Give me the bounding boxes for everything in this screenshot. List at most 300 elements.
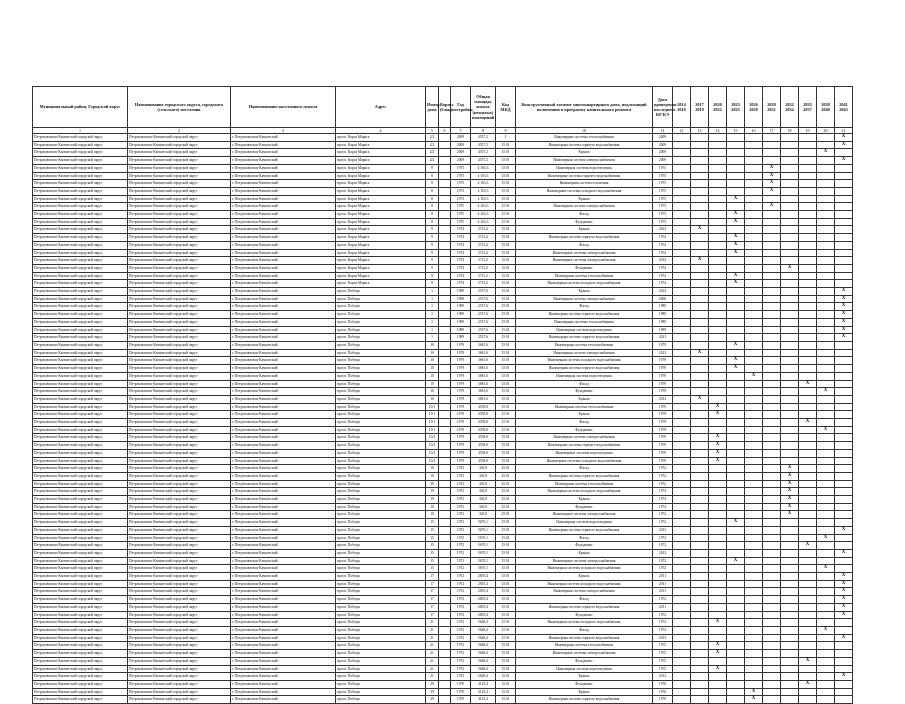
street-cell: просп. Карла Маркса bbox=[336, 180, 426, 188]
period-cell bbox=[727, 141, 745, 149]
area-cell: 5670,1 bbox=[471, 519, 496, 527]
period-mark: X bbox=[835, 157, 853, 165]
street-cell: просп. Победы bbox=[336, 511, 426, 519]
period-cell bbox=[673, 457, 691, 465]
element-cell: Фундамент bbox=[516, 542, 653, 550]
table-row bbox=[33, 588, 853, 596]
district-cell: Петропавловск-Камчатский городской округ bbox=[33, 349, 128, 357]
settlement-cell: Петропавловск-Камчатский городской округ bbox=[128, 442, 231, 450]
column-header: Дата проведения последнего КР КЭ bbox=[653, 87, 673, 128]
street-cell: просп. Победы bbox=[336, 688, 426, 696]
period-cell bbox=[781, 372, 799, 380]
period-mark: X bbox=[727, 280, 745, 288]
column-number: 14 bbox=[709, 128, 727, 134]
period-cell bbox=[709, 241, 727, 249]
code-cell: 15.01 bbox=[496, 226, 516, 234]
house-cell: 17 bbox=[426, 596, 439, 604]
period-cell bbox=[817, 496, 835, 504]
period-cell bbox=[673, 372, 691, 380]
period-cell bbox=[691, 372, 709, 380]
period-cell bbox=[727, 164, 745, 172]
district-cell: Петропавловск-Камчатский городской округ bbox=[33, 442, 128, 450]
period-cell bbox=[745, 650, 763, 658]
block-cell bbox=[439, 557, 451, 565]
period-cell bbox=[763, 218, 781, 226]
period-cell bbox=[817, 603, 835, 611]
period-cell bbox=[799, 172, 817, 180]
period-mark: X bbox=[835, 611, 853, 619]
area-cell: 3681,6 bbox=[471, 395, 496, 403]
house-cell: 17 bbox=[426, 611, 439, 619]
period-cell bbox=[835, 619, 853, 627]
year-cell: 1989 bbox=[451, 318, 471, 326]
period-cell bbox=[691, 195, 709, 203]
street-cell: просп. Победы bbox=[336, 426, 426, 434]
period-cell bbox=[835, 203, 853, 211]
period-cell bbox=[817, 234, 835, 242]
period-cell bbox=[835, 195, 853, 203]
period-cell bbox=[835, 557, 853, 565]
block-cell bbox=[439, 218, 451, 226]
period-cell bbox=[745, 226, 763, 234]
year-cell: 1975 bbox=[451, 195, 471, 203]
period-cell bbox=[835, 403, 853, 411]
period-cell bbox=[799, 326, 817, 334]
code-cell: 15.01 bbox=[496, 272, 516, 280]
period-mark: X bbox=[835, 596, 853, 604]
street-cell: просп. Победы bbox=[336, 380, 426, 388]
house-cell: 21 bbox=[426, 657, 439, 665]
period-cell bbox=[835, 442, 853, 450]
table-row bbox=[33, 488, 853, 496]
period-cell bbox=[709, 149, 727, 157]
period-cell bbox=[709, 195, 727, 203]
period-cell bbox=[745, 195, 763, 203]
period-cell bbox=[709, 603, 727, 611]
period-cell bbox=[727, 665, 745, 673]
period-cell bbox=[817, 395, 835, 403]
area-cell: 345,8 bbox=[471, 511, 496, 519]
period-cell bbox=[691, 241, 709, 249]
period-cell bbox=[817, 295, 835, 303]
period-cell bbox=[709, 526, 727, 534]
period-cell bbox=[799, 372, 817, 380]
period-cell bbox=[745, 203, 763, 211]
element-cell: Инженерные системы водоотведения bbox=[516, 449, 653, 457]
column-header: 2035 2037 bbox=[799, 87, 817, 128]
period-cell bbox=[781, 349, 799, 357]
locality-cell: г. Петропавловск-Камчатский bbox=[231, 534, 336, 542]
code-cell: 15.01 bbox=[496, 172, 516, 180]
period-mark: X bbox=[763, 203, 781, 211]
period-cell bbox=[817, 419, 835, 427]
period-cell bbox=[835, 465, 853, 473]
period-cell bbox=[673, 311, 691, 319]
program-table-sheet bbox=[32, 86, 852, 704]
period-cell bbox=[799, 627, 817, 635]
period-cell bbox=[727, 311, 745, 319]
period-cell bbox=[727, 303, 745, 311]
year-cell: 1972 bbox=[451, 611, 471, 619]
period-cell bbox=[763, 311, 781, 319]
settlement-cell: Петропавловск-Камчатский городской округ bbox=[128, 234, 231, 242]
locality-cell: г. Петропавловск-Камчатский bbox=[231, 395, 336, 403]
period-cell bbox=[691, 334, 709, 342]
period-cell bbox=[781, 634, 799, 642]
period-cell bbox=[691, 295, 709, 303]
period-cell bbox=[799, 365, 817, 373]
district-cell: Петропавловск-Камчатский городской округ bbox=[33, 395, 128, 403]
period-cell bbox=[835, 642, 853, 650]
period-cell bbox=[781, 673, 799, 681]
period-cell bbox=[709, 634, 727, 642]
area-cell: 4 163,3 bbox=[471, 203, 496, 211]
period-cell bbox=[799, 434, 817, 442]
period-cell bbox=[691, 557, 709, 565]
column-header: Год постройки bbox=[451, 87, 471, 128]
code-cell: 15.01 bbox=[496, 341, 516, 349]
period-cell bbox=[673, 619, 691, 627]
period-cell bbox=[817, 303, 835, 311]
district-cell: Петропавловск-Камчатский городской округ bbox=[33, 249, 128, 257]
code-cell: 15.01 bbox=[496, 365, 516, 373]
period-cell bbox=[817, 341, 835, 349]
period-cell bbox=[673, 627, 691, 635]
house-cell: 29 bbox=[426, 680, 439, 688]
period-cell bbox=[727, 449, 745, 457]
street-cell: просп. Карла Маркса bbox=[336, 249, 426, 257]
period-cell bbox=[781, 549, 799, 557]
period-cell bbox=[709, 357, 727, 365]
period-cell bbox=[673, 141, 691, 149]
code-cell: 15.01 bbox=[496, 380, 516, 388]
block-cell bbox=[439, 311, 451, 319]
locality-cell: г. Петропавловск-Камчатский bbox=[231, 549, 336, 557]
street-cell: просп. Карла Маркса bbox=[336, 164, 426, 172]
period-cell bbox=[799, 442, 817, 450]
area-cell: 4125,4 bbox=[471, 688, 496, 696]
locality-cell: г. Петропавловск-Камчатский bbox=[231, 203, 336, 211]
period-cell bbox=[835, 226, 853, 234]
period-cell bbox=[799, 688, 817, 696]
block-cell bbox=[439, 642, 451, 650]
block-cell bbox=[439, 696, 451, 704]
period-cell bbox=[781, 149, 799, 157]
settlement-cell: Петропавловск-Камчатский городской округ bbox=[128, 172, 231, 180]
period-cell bbox=[763, 680, 781, 688]
block-cell bbox=[439, 434, 451, 442]
district-cell: Петропавловск-Камчатский городской округ bbox=[33, 596, 128, 604]
period-mark: X bbox=[799, 657, 817, 665]
street-cell: просп. Победы bbox=[336, 388, 426, 396]
period-cell bbox=[817, 503, 835, 511]
block-cell bbox=[439, 503, 451, 511]
period-mark: X bbox=[781, 511, 799, 519]
column-header: Адрес bbox=[336, 87, 426, 128]
table-row bbox=[33, 596, 853, 604]
house-cell: 9 bbox=[426, 234, 439, 242]
period-cell bbox=[835, 627, 853, 635]
period-cell bbox=[781, 565, 799, 573]
block-cell bbox=[439, 673, 451, 681]
code-cell: 25.01 bbox=[496, 488, 516, 496]
table-row bbox=[33, 149, 853, 157]
period-cell bbox=[763, 619, 781, 627]
period-mark: X bbox=[727, 218, 745, 226]
last-repair-cell: 1979 bbox=[653, 419, 673, 427]
locality-cell: г. Петропавловск-Камчатский bbox=[231, 480, 336, 488]
period-cell bbox=[673, 426, 691, 434]
block-cell bbox=[439, 349, 451, 357]
street-cell: просп. Победы bbox=[336, 596, 426, 604]
code-cell: 15.01 bbox=[496, 650, 516, 658]
block-cell bbox=[439, 603, 451, 611]
street-cell: просп. Победы bbox=[336, 680, 426, 688]
area-cell: 4558,8 bbox=[471, 411, 496, 419]
last-repair-cell: 1972 bbox=[653, 519, 673, 527]
period-cell bbox=[691, 480, 709, 488]
period-cell bbox=[817, 311, 835, 319]
column-header: 2020 2022 bbox=[709, 87, 727, 128]
district-cell: Петропавловск-Камчатский городской округ bbox=[33, 388, 128, 396]
period-cell bbox=[727, 149, 745, 157]
period-cell bbox=[835, 187, 853, 195]
period-cell bbox=[745, 519, 763, 527]
period-cell bbox=[763, 480, 781, 488]
area-cell: 4 163,3 bbox=[471, 195, 496, 203]
period-cell bbox=[781, 226, 799, 234]
period-cell bbox=[835, 280, 853, 288]
code-cell: 25.01 bbox=[496, 472, 516, 480]
code-cell: 15.01 bbox=[496, 311, 516, 319]
period-mark: X bbox=[781, 472, 799, 480]
period-mark: X bbox=[727, 241, 745, 249]
period-cell bbox=[781, 403, 799, 411]
locality-cell: г. Петропавловск-Камчатский bbox=[231, 565, 336, 573]
last-repair-cell: 2013 bbox=[653, 226, 673, 234]
period-mark: X bbox=[745, 688, 763, 696]
period-cell bbox=[817, 557, 835, 565]
house-cell: 8 bbox=[426, 164, 439, 172]
period-cell bbox=[817, 172, 835, 180]
district-cell: Петропавловск-Камчатский городской округ bbox=[33, 226, 128, 234]
settlement-cell: Петропавловск-Камчатский городской округ bbox=[128, 657, 231, 665]
settlement-cell: Петропавловск-Камчатский городской округ bbox=[128, 211, 231, 219]
period-cell bbox=[781, 234, 799, 242]
period-cell bbox=[781, 280, 799, 288]
period-cell bbox=[709, 503, 727, 511]
period-cell bbox=[727, 334, 745, 342]
locality-cell: г. Петропавловск-Камчатский bbox=[231, 519, 336, 527]
area-cell: 4557,2 bbox=[471, 141, 496, 149]
period-cell bbox=[745, 257, 763, 265]
period-cell bbox=[673, 195, 691, 203]
period-cell bbox=[691, 603, 709, 611]
last-repair-cell: 2012 bbox=[653, 673, 673, 681]
period-cell bbox=[745, 465, 763, 473]
house-cell: 10 bbox=[426, 388, 439, 396]
period-cell bbox=[727, 526, 745, 534]
element-cell: Фасад bbox=[516, 627, 653, 635]
period-cell bbox=[727, 496, 745, 504]
district-cell: Петропавловск-Камчатский городской округ bbox=[33, 280, 128, 288]
code-cell: 15.01 bbox=[496, 442, 516, 450]
table-row bbox=[33, 657, 853, 665]
period-cell bbox=[799, 211, 817, 219]
period-mark: X bbox=[709, 442, 727, 450]
district-cell: Петропавловск-Камчатский городской округ bbox=[33, 372, 128, 380]
period-cell bbox=[781, 603, 799, 611]
year-cell: 1972 bbox=[451, 488, 471, 496]
locality-cell: г. Петропавловск-Камчатский bbox=[231, 657, 336, 665]
period-cell bbox=[691, 380, 709, 388]
element-cell: Инженерная система горячего водоснабжения bbox=[516, 365, 653, 373]
house-cell: 15 bbox=[426, 557, 439, 565]
code-cell: 15.01 bbox=[496, 403, 516, 411]
area-cell: 4558,8 bbox=[471, 434, 496, 442]
last-repair-cell: 1972 bbox=[653, 534, 673, 542]
period-cell bbox=[727, 596, 745, 604]
element-cell: Инженерная система электроснабжения bbox=[516, 588, 653, 596]
district-cell: Петропавловск-Камчатский городской округ bbox=[33, 288, 128, 296]
year-cell: 1979 bbox=[451, 434, 471, 442]
last-repair-cell: 1970 bbox=[653, 680, 673, 688]
settlement-cell: Петропавловск-Камчатский городской округ bbox=[128, 295, 231, 303]
period-mark: X bbox=[727, 272, 745, 280]
table-row bbox=[33, 480, 853, 488]
period-cell bbox=[691, 172, 709, 180]
period-cell bbox=[763, 472, 781, 480]
period-cell bbox=[817, 195, 835, 203]
code-cell: 15.01 bbox=[496, 519, 516, 527]
last-repair-cell: 1974 bbox=[653, 272, 673, 280]
block-cell bbox=[439, 257, 451, 265]
period-cell bbox=[799, 496, 817, 504]
period-cell bbox=[745, 249, 763, 257]
capital-repair-table bbox=[32, 86, 853, 704]
table-row bbox=[33, 288, 853, 296]
period-cell bbox=[799, 357, 817, 365]
period-cell bbox=[763, 365, 781, 373]
locality-cell: г. Петропавловск-Камчатский bbox=[231, 650, 336, 658]
table-row bbox=[33, 365, 853, 373]
period-mark: X bbox=[727, 341, 745, 349]
period-mark: X bbox=[835, 549, 853, 557]
settlement-cell: Петропавловск-Камчатский городской округ bbox=[128, 480, 231, 488]
period-cell bbox=[709, 419, 727, 427]
table-row bbox=[33, 519, 853, 527]
period-cell bbox=[691, 149, 709, 157]
period-cell bbox=[763, 665, 781, 673]
locality-cell: г. Петропавловск-Камчатский bbox=[231, 226, 336, 234]
year-cell: 1979 bbox=[451, 411, 471, 419]
period-cell bbox=[835, 426, 853, 434]
table-row bbox=[33, 642, 853, 650]
area-cell: 5670,1 bbox=[471, 549, 496, 557]
element-cell: Инженерные системы электроснабжения bbox=[516, 557, 653, 565]
code-cell: 15.01 bbox=[496, 295, 516, 303]
settlement-cell: Петропавловск-Камчатский городской округ bbox=[128, 341, 231, 349]
period-cell bbox=[781, 442, 799, 450]
locality-cell: г. Петропавловск-Камчатский bbox=[231, 264, 336, 272]
code-cell: 15.01 bbox=[496, 218, 516, 226]
district-cell: Петропавловск-Камчатский городской округ bbox=[33, 650, 128, 658]
table-row bbox=[33, 603, 853, 611]
district-cell: Петропавловск-Камчатский городской округ bbox=[33, 480, 128, 488]
street-cell: просп. Победы bbox=[336, 557, 426, 565]
period-cell bbox=[799, 503, 817, 511]
district-cell: Петропавловск-Камчатский городской округ bbox=[33, 218, 128, 226]
locality-cell: г. Петропавловск-Камчатский bbox=[231, 180, 336, 188]
period-cell bbox=[673, 349, 691, 357]
settlement-cell: Петропавловск-Камчатский городской округ bbox=[128, 411, 231, 419]
period-cell bbox=[799, 696, 817, 704]
period-cell bbox=[691, 180, 709, 188]
area-cell: 5648,4 bbox=[471, 650, 496, 658]
element-cell: Инженерная система горячего водоснабжения bbox=[516, 634, 653, 642]
period-cell bbox=[799, 141, 817, 149]
code-cell: 15.01 bbox=[496, 627, 516, 635]
period-cell bbox=[799, 341, 817, 349]
code-cell: 15.01 bbox=[496, 318, 516, 326]
block-cell bbox=[439, 449, 451, 457]
period-cell bbox=[709, 426, 727, 434]
district-cell: Петропавловск-Камчатский городской округ bbox=[33, 134, 128, 142]
street-cell: просп. Карла Маркса bbox=[336, 272, 426, 280]
period-cell bbox=[799, 195, 817, 203]
period-mark: X bbox=[835, 326, 853, 334]
area-cell: 4558,8 bbox=[471, 449, 496, 457]
column-number: 18 bbox=[781, 128, 799, 134]
period-cell bbox=[709, 180, 727, 188]
element-cell: Инженерные системы теплоснабжения bbox=[516, 318, 653, 326]
last-repair-cell: 1972 bbox=[653, 488, 673, 496]
year-cell: 1975 bbox=[451, 180, 471, 188]
period-cell bbox=[673, 241, 691, 249]
period-cell bbox=[817, 180, 835, 188]
period-cell bbox=[835, 665, 853, 673]
block-cell bbox=[439, 318, 451, 326]
area-cell: 4558,8 bbox=[471, 426, 496, 434]
last-repair-cell: 2006 bbox=[653, 295, 673, 303]
period-cell bbox=[763, 519, 781, 527]
table-row bbox=[33, 257, 853, 265]
period-cell bbox=[817, 442, 835, 450]
element-cell: Инженерная система горячего водоснабжения bbox=[516, 472, 653, 480]
element-cell: Фасад bbox=[516, 465, 653, 473]
street-cell: просп. Победы bbox=[336, 357, 426, 365]
code-cell: 1 bbox=[496, 134, 516, 142]
period-cell bbox=[799, 665, 817, 673]
period-cell bbox=[709, 472, 727, 480]
period-cell bbox=[691, 665, 709, 673]
period-cell bbox=[727, 680, 745, 688]
period-cell bbox=[673, 280, 691, 288]
code-cell: 15.01 bbox=[496, 249, 516, 257]
period-cell bbox=[709, 496, 727, 504]
settlement-cell: Петропавловск-Камчатский городской округ bbox=[128, 503, 231, 511]
street-cell: просп. Победы bbox=[336, 573, 426, 581]
period-cell bbox=[781, 203, 799, 211]
period-cell bbox=[727, 434, 745, 442]
table-row bbox=[33, 303, 853, 311]
district-cell: Петропавловск-Камчатский городской округ bbox=[33, 642, 128, 650]
district-cell: Петропавловск-Камчатский городской округ bbox=[33, 542, 128, 550]
period-cell bbox=[709, 264, 727, 272]
district-cell: Петропавловск-Камчатский городской округ bbox=[33, 326, 128, 334]
period-cell bbox=[691, 503, 709, 511]
period-cell bbox=[673, 419, 691, 427]
